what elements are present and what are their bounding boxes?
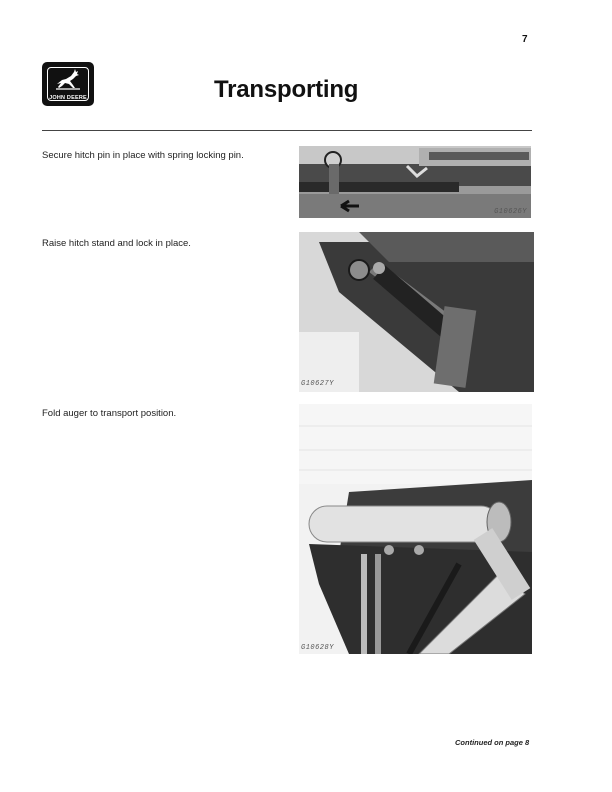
hitch-stand-photo	[299, 232, 534, 392]
step-2-instruction: Raise hitch stand and lock in place.	[42, 238, 191, 249]
step-3-instruction: Fold auger to transport position.	[42, 408, 177, 419]
photo-code: G10626Y	[494, 208, 527, 216]
page-title: Transporting	[214, 76, 359, 103]
john-deere-logo	[42, 62, 94, 106]
continued-note: Continued on page 8	[455, 738, 530, 747]
hitch-pin-photo	[299, 146, 531, 218]
photo-code: G10627Y	[301, 380, 334, 388]
auger-photo	[299, 404, 532, 654]
page-number: 7	[522, 34, 528, 45]
photo-code: G10628Y	[301, 644, 334, 652]
leaping-deer-icon	[54, 67, 82, 91]
logo-text: JOHN DEERE	[49, 95, 87, 101]
step-1-instruction: Secure hitch pin in place with spring locking pin.	[42, 150, 244, 161]
header-divider	[42, 130, 532, 131]
